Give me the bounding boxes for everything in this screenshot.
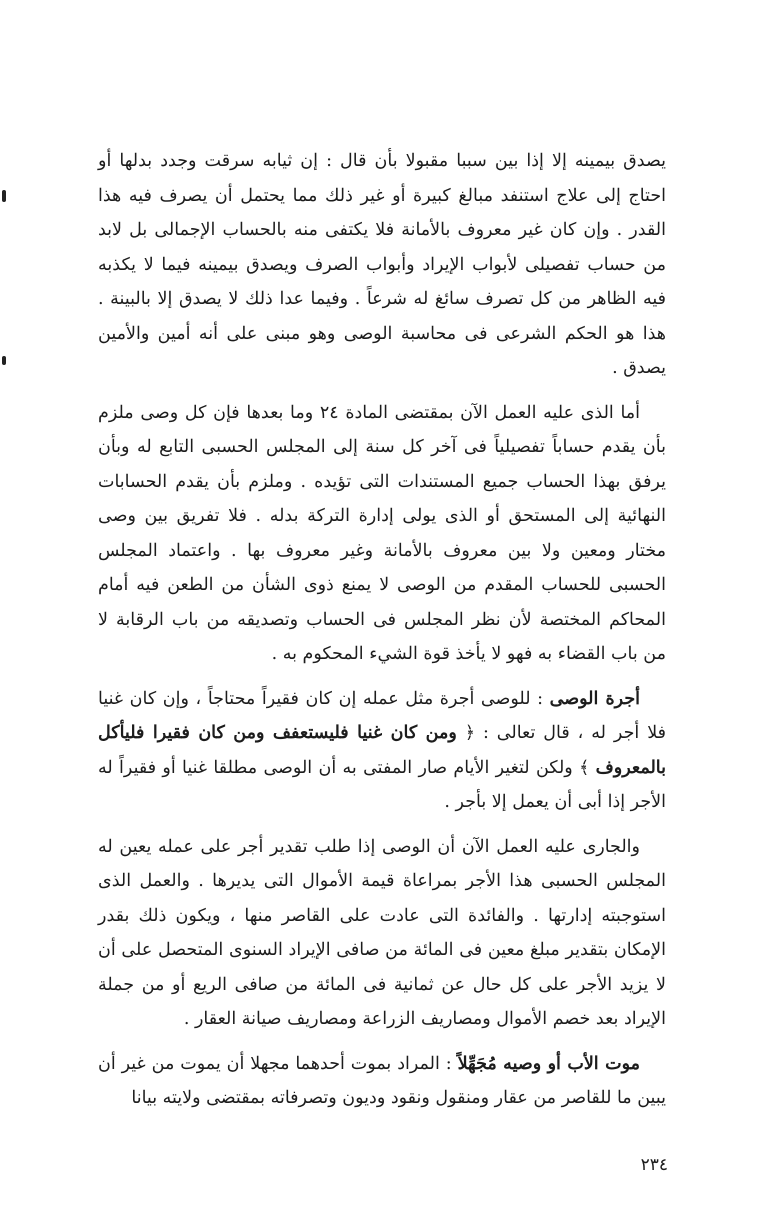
paragraph-3-text-a: : للوصى أجرة مثل عمله إن كان فقيراً محتاجاً ، وإن كان غنيا فلا أجر له ، قال تعالى : ﴿ <box>98 688 666 743</box>
quran-verse: ومن كان غنيا فليستعفف ومن كان فقيرا فليأكل بالمعروف <box>98 723 666 778</box>
paragraph-2 <box>98 396 666 672</box>
paragraph-1 <box>98 144 666 386</box>
paragraph-3 <box>98 682 666 820</box>
page-body <box>98 144 666 1116</box>
paragraph-3-text-b: ﴾ ولكن لتغير الأيام صار المفتى به أن الوصى مطلقا غنيا أو فقيراً له الأجر إذا أبى أن يعمل إلا بأجر . <box>98 757 666 812</box>
paragraph-5 <box>98 1047 666 1116</box>
page-number: ٢٣٤ <box>640 1155 668 1175</box>
paragraph-5-text: : المراد بموت أحدهما مجهلا أن يموت من غير أن يبين ما للقاصر من عقار ومنقول ونقود وديون وتصرفاته بمقتضى ولايته بيانا <box>98 1053 666 1108</box>
paragraph-gap <box>98 820 666 830</box>
paragraph-4 <box>98 830 666 1037</box>
paragraph-gap <box>98 1037 666 1047</box>
heading-wasi-fee: أجرة الوصى <box>549 688 640 709</box>
paragraph-4-text: والجارى عليه العمل الآن أن الوصى إذا طلب تقدير أجر على عمله يعين له المجلس الحسبى هذا الأجر بمراعاة قيمة الأموال التى يديرها . والعمل الذى استوجبته إدارتها . والفائدة التى عادت على القاصر منها ، ويكون ذلك بقدر الإمكان بتقدير مبلغ معين فى المائة من صافى الإيراد السنوى المتحصل على أن لا يزيد الأجر على كل حال عن ثمانية فى المائة من صافى الريع أو من جملة الإيراد بعد خصم الأموال ومصاريف الزراعة ومصاريف صيانة العقار . <box>98 836 666 1029</box>
heading-death-mujahhil: موت الأب أو وصيه مُجَهِّلاً <box>457 1053 640 1074</box>
margin-mark <box>2 190 6 202</box>
paragraph-2-text: أما الذى عليه العمل الآن بمقتضى المادة ٢٤ وما بعدها فإن كل وصى ملزم بأن يقدم حساباً تفصيلياً فى آخر كل سنة إلى المجلس الحسبى التابع له وبأن يرفق بهذا الحساب جميع المستندات التى تؤيده . وملزم بأن يقدم الحسابات النهائية إلى المستحق أو الذى يولى إدارة التركة بدله . فلا تفريق بين وصى مختار ومعين ولا بين معروف بالأمانة وغير معروف بها . واعتماد المجلس الحسبى للحساب المقدم من الوصى لا يمنع ذوى الشأن من الطعن فيه أمام المحاكم المختصة لأن نظر المجلس فى الحساب وتصديقه من باب الرقابة لا من باب القضاء به فهو لا يأخذ قوة الشيء المحكوم به . <box>98 402 666 664</box>
margin-mark <box>2 356 6 365</box>
paragraph-gap <box>98 386 666 396</box>
paragraph-1-text: يصدق بيمينه إلا إذا بين سببا مقبولا بأن قال : إن ثيابه سرقت وجدد بدلها أو احتاج إلى علاج استنفد مبالغ كبيرة أو غير ذلك مما يحتمل أن يصرف فيه هذا القدر . وإن كان غير معروف بالأمانة فلا يكتفى منه بالحساب الإجمالى بل لابد من حساب تفصيلى لأبواب الإيراد وأبواب الصرف ويصدق بيمينه فيما لا يكذبه فيه الظاهر من كل تصرف سائغ له شرعاً . وفيما عدا ذلك لا يصدق إلا بالبينة . هذا هو الحكم الشرعى فى محاسبة الوصى وهو مبنى على أنه أمين والأمين يصدق . <box>98 151 666 378</box>
paragraph-gap <box>98 672 666 682</box>
